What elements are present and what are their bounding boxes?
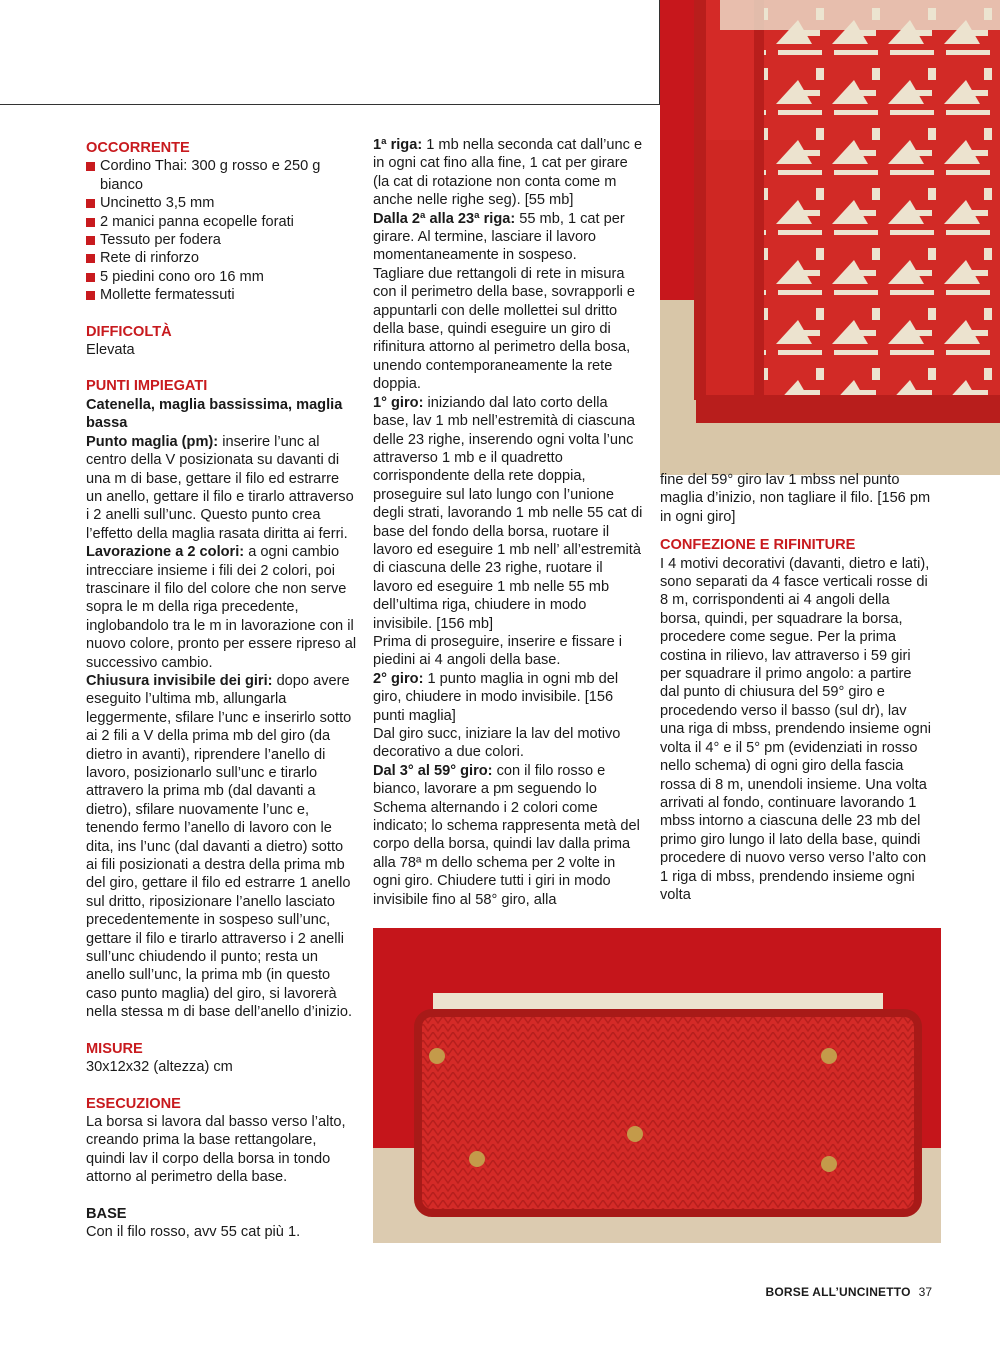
header-rule: [0, 104, 660, 105]
misure-value: 30x12x32 (altezza) cm: [86, 1059, 233, 1076]
giro1-label: 1° giro:: [373, 394, 424, 411]
punto-maglia-label: Punto maglia (pm):: [86, 433, 219, 450]
righe-text: 55 mb, 1 cat per girare. Al termine, lasciare il lavoro momentaneamente in sospeso.: [373, 210, 625, 264]
bag-photo-top: [660, 0, 1000, 475]
giro-succ-paragraph: Dal giro succ, iniziare la lav del motivo decorativo a due colori.: [373, 726, 621, 761]
column-3: [660, 471, 931, 904]
giro1-paragraph: [373, 394, 644, 633]
materials-item: Cordino Thai: 300 g rosso e 250 g bianco: [86, 157, 358, 194]
magazine-title: BORSE ALL’UNCINETTO: [765, 1285, 911, 1299]
base-text: Con il filo rosso, avv 55 cat più 1.: [86, 1223, 301, 1240]
giro3-label: Dal 3° al 59° giro:: [373, 762, 493, 779]
punto-maglia-paragraph: [86, 433, 358, 543]
column-1: [86, 139, 358, 1241]
giro2-text: 1 punto maglia in ogni mb del giro, chiudere in modo invisibile. [156 punti maglia]: [373, 670, 619, 724]
materials-item: Tessuto per fodera: [86, 231, 358, 249]
bag-photo-bottom: [373, 928, 941, 1243]
chiusura-text: dopo avere eseguito l’ultima mb, allungarla leggermente, sfilare l’unc e inserirlo sotto ai 2 fili a V della prima mb del giro (da dietro in avanti), riprendere l’anello di lavoro, posizionarlo sull’unc e tirarlo attravero la prima mb (dal davanti a dietro), sfilare nuovamente l’unc e, tenendo fermo l’anello di lavoro con le dita, ins l’unc (dal davanti a dietro) sotto ai fili posizionati a destra della prima mb del giro, gettare il filo ed estrarre 1 anello sul dritto, riposizionare l’anello lasciato precedentemente in sospeso sull’unc, gettare il filo e tirarlo attraverso i 2 anelli sull’unc chiudendo il punto; resta un anello sull’unc, la prima mb (in questo caso punto maglia) del giro, si lavorerà nella stessa m di base dell’anello d’inizio.: [86, 672, 353, 1021]
materials-item: Uncinetto 3,5 mm: [86, 194, 358, 212]
rete-paragraph: Tagliare due rettangoli di rete in misura con il perimetro della base, sovrapporli e appuntarli con delle mollettei sul dritto della base, quindi eseguire un giro di rifinitura attorno al perimetro della bosa, unendo contemporaneamente la rete doppia.: [373, 265, 636, 393]
column-2: [373, 136, 644, 909]
esecuzione-heading: ESECUZIONE: [86, 1095, 181, 1112]
difficolta-heading: DIFFICOLTÀ: [86, 323, 172, 340]
esecuzione-text: La borsa si lavora dal basso verso l’alto, creando prima la base rettangolare, quindi lav il corpo della borsa in tondo attorno al perimetro della base.: [86, 1113, 346, 1186]
lavorazione-text: a ogni cambio intrecciare insieme i fili dei 2 colori, poi trascinare il filo del colore che non serve sopra le m della riga precedente, inglobandolo tra le m in lavorazione con il nuovo colore, pronto per essere ripreso al successivo cambio.: [86, 544, 357, 671]
punti-heading: PUNTI IMPIEGATI: [86, 378, 208, 395]
punto-maglia-text: inserire l’unc al centro della V posizionata su davanti di una m di base, gettare il filo ed estrarre un anello, gettare il filo e tirarlo attraverso i 2 anelli sull’unc. Questo punto crea l’effetto della maglia rasata diritta ai ferri.: [86, 433, 354, 542]
confezione-heading: CONFEZIONE E RIFINITURE: [660, 537, 856, 554]
page-footer: [766, 1285, 933, 1299]
page-number: 37: [918, 1285, 932, 1299]
base-heading: BASE: [86, 1205, 127, 1222]
giro59-continuation: fine del 59° giro lav 1 mbss nel punto maglia d’inizio, non tagliare il filo. [156 pm in ogni giro]: [660, 472, 931, 525]
giro2-label: 2° giro:: [373, 670, 424, 687]
confezione-text: I 4 motivi decorativi (davanti, dietro e lati), sono separati da 4 fasce verticali rosse di 8 m, corrispondenti ai 4 angoli della borsa, quindi, per squadrare la borsa, procedere come segue. Per la prima costina in rilievo, lav attraverso i 59 giri per squadrare il primo angolo: a partire dal punto di chiusura del 59° giro e procedendo verso il basso (sul dr), lav una riga di mbss, prendendo insieme ogni volta il 4° e il 5° pm (evidenziati in rosso nello schema) di ogni giro della fascia rossa di 8 m, unendoli insieme. Una volta arrivati al fondo, continuare lavorando 1 mbss intorno a ciascuna delle 23 mb del primo giro lungo il lato della base, quindi procedere di nuovo verso verso l’alto con 1 riga di mbss, prendendo insieme ogni volta: [660, 555, 931, 903]
giro3-text: con il filo rosso e bianco, lavorare a pm seguendo lo Schema alternando i 2 colori come indicato; lo schema rappresenta metà del corpo della borsa, quindi lav dalla prima alla 78ª m dello schema per 2 volte in ogni giro. Chiudere tutti i giri in modo invisibile fino al 58° giro, alla: [373, 762, 640, 908]
misure-heading: MISURE: [86, 1040, 143, 1057]
punti-list: Catenella, maglia bassissima, maglia bassa: [86, 396, 343, 432]
righe-label: Dalla 2ª alla 23ª riga:: [373, 210, 516, 227]
righe-paragraph: [373, 210, 644, 265]
occorrente-heading: OCCORRENTE: [86, 140, 190, 156]
giro1-text: iniziando dal lato corto della base, lav 1 mb nell’estremità di ciascuna delle 23 righe, inserendo ogni volta l’unc attraverso 1 mb e il quadretto corrispondente della rete doppia, proseguire sul lato lungo con l’unione degli strati, lavorando 1 mb nelle 55 cat di base del fondo della borsa, ruotare il lavoro ed eseguire 1 mb nell’ all’estremità di ciascuna delle 23 righe, ruotare il lavoro ed eseguire 1 mb nelle 55 mb dell’ultima riga, chiudere in modo invisibile. [156 mb]: [373, 394, 643, 632]
materials-item: Mollette fermatessuti: [86, 286, 358, 304]
giro2-paragraph: [373, 670, 644, 725]
materials-item: 5 piedini cono oro 16 mm: [86, 268, 358, 286]
chiusura-label: Chiusura invisibile dei giri:: [86, 672, 273, 689]
riga1-label: 1ª riga:: [373, 137, 423, 153]
materials-item: Rete di rinforzo: [86, 249, 358, 267]
materials-list: [86, 157, 358, 304]
lavorazione-paragraph: [86, 543, 358, 672]
giro3-paragraph: [373, 762, 644, 909]
lavorazione-label: Lavorazione a 2 colori:: [86, 544, 245, 561]
riga1-text: 1 mb nella seconda cat dall’unc e in ogni cat fino alla fine, 1 cat per girare (la cat di rotazione non conta come m anche nelle righe seg). [55 mb]: [373, 137, 643, 209]
materials-item: 2 manici panna ecopelle forati: [86, 213, 358, 231]
chiusura-paragraph: [86, 672, 358, 1022]
riga1-paragraph: [373, 136, 644, 210]
piedini-paragraph: Prima di proseguire, inserire e fissare i piedini ai 4 angoli della base.: [373, 633, 622, 669]
difficolta-value: Elevata: [86, 342, 135, 359]
